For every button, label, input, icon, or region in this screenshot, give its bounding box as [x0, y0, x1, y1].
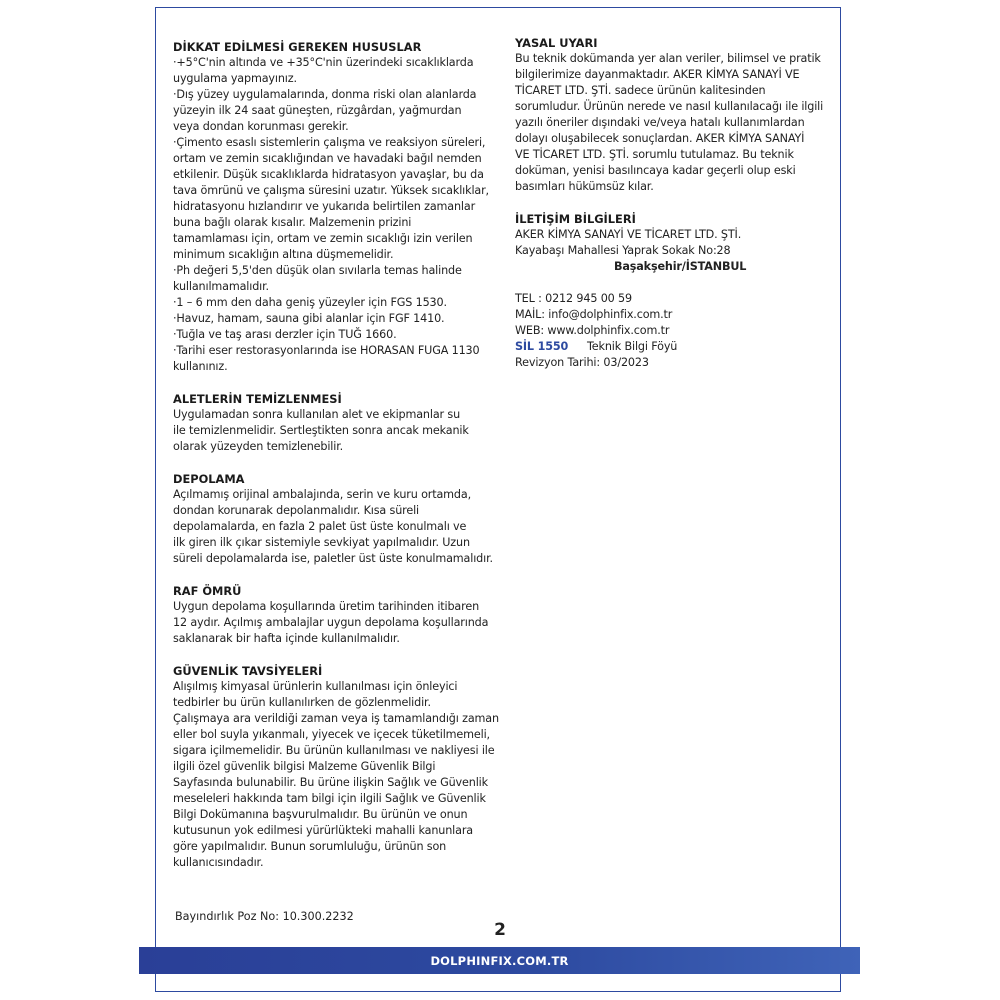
text-line: basımları hükümsüz kılar. — [515, 180, 654, 193]
text-line: 12 aydır. Açılmış ambalajlar uygun depolama koşullarında — [173, 616, 489, 629]
text-line: dolayı oluşabilecek sonuçlardan. AKER KİMYA SANAYİ — [515, 132, 805, 145]
text-line: Alışılmış kimyasal ürünlerin kullanılması için önleyici — [173, 680, 458, 693]
text-line: ilk giren ilk çıkar sistemiyle sevkiyat yapılmalıdır. Uzun — [173, 536, 470, 549]
contact-email: MAİL: info@dolphinfix.com.tr — [515, 308, 673, 321]
text-line: ilgili özel güvenlik bilgisi Malzeme Güvenlik Bilgi — [173, 760, 436, 773]
text-line: depolamalarda, en fazla 2 palet üst üste konulmalı ve — [173, 520, 467, 533]
section-legal — [515, 35, 835, 195]
text-line: kutusunun yok edilmesi yürürlükteki mahalli kanunlara — [173, 824, 473, 837]
text-line: Sayfasında bulunabilir. Bu ürüne ilişkin Sağlık ve Güvenlik — [173, 776, 488, 789]
footer-bar — [139, 947, 860, 974]
precautions-body — [173, 55, 508, 375]
section-heading-safety: GÜVENLİK TAVSİYELERİ — [173, 664, 323, 678]
product-code: SİL 1550 — [515, 340, 569, 353]
text-line: sigara içilmemelidir. Bu ürünün kullanılması ve nakliyesi ile — [173, 744, 495, 757]
section-heading-shelf-life: RAF ÖMRÜ — [173, 584, 242, 598]
text-line: süreli depolamalarda ise, paletler üst üste konulmamalıdır. — [173, 552, 493, 565]
text-line: VE TİCARET LTD. ŞTİ. sorumlu tutulamaz. Bu teknik — [515, 148, 794, 161]
text-line: Bu teknik dokümanda yer alan veriler, bilimsel ve pratik — [515, 52, 821, 65]
section-heading-legal: YASAL UYARI — [515, 36, 598, 50]
text-line: tedbirler bu ürün kullanılırken de gözlenmelidir. — [173, 696, 431, 709]
section-precautions — [173, 39, 508, 375]
text-line: etkilenir. Düşük sıcaklıklarda hidratasyon yavaşlar, bu da — [173, 168, 484, 181]
company-name: AKER KİMYA SANAYİ VE TİCARET LTD. ŞTİ. — [515, 228, 742, 241]
legal-body — [515, 51, 835, 195]
contact-website: WEB: www.dolphinfix.com.tr — [515, 324, 670, 337]
text-line: minimum sıcaklığın altına düşmemelidir. — [173, 248, 394, 261]
section-contact — [515, 211, 835, 371]
section-shelf-life — [173, 583, 508, 647]
text-line: yüzeyin ilk 24 saat güneşten, rüzgârdan, yağmurdan — [173, 104, 462, 117]
text-line: göre yapılmalıdır. Bunun sorumluluğu, ürünün son — [173, 840, 447, 853]
text-line: Uygun depolama koşullarında üretim tarihinden itibaren — [173, 600, 480, 613]
text-line: ·1 – 6 mm den daha geniş yüzeyler için FGS 1530. — [173, 296, 447, 309]
revision-date: Revizyon Tarihi: 03/2023 — [515, 356, 649, 369]
text-line: ·Tarihi eser restorasyonlarında ise HORASAN FUGA 1130 — [173, 344, 480, 357]
left-column — [173, 39, 508, 887]
text-line: yazılı öneriler dışındaki ve/veya hatalı kullanımlardan — [515, 116, 805, 129]
text-line: ·Dış yüzey uygulamalarında, donma riski olan alanlarda — [173, 88, 477, 101]
right-column — [515, 35, 835, 387]
text-line: ·Havuz, hamam, sauna gibi alanlar için FGF 1410. — [173, 312, 445, 325]
text-line: Uygulamadan sonra kullanılan alet ve ekipmanlar su — [173, 408, 461, 421]
text-line: uygulama yapmayınız. — [173, 72, 297, 85]
safety-body — [173, 679, 508, 871]
section-heading-tools: ALETLERİN TEMİZLENMESİ — [173, 392, 342, 406]
page-number: 2 — [494, 920, 506, 940]
storage-body — [173, 487, 508, 567]
product-code-line — [515, 339, 835, 355]
text-line: ile temizlenmelidir. Sertleştikten sonra ancak mekanik — [173, 424, 469, 437]
text-line: ·Ph değeri 5,5'den düşük olan sıvılarla temas halinde — [173, 264, 462, 277]
text-line: Çalışmaya ara verildiği zaman veya iş tamamlandığı zaman — [173, 712, 499, 725]
section-heading-storage: DEPOLAMA — [173, 472, 245, 486]
text-line: saklanarak bir hafta içinde kullanılmalıdır. — [173, 632, 400, 645]
tools-body — [173, 407, 508, 455]
text-line: dondan korunarak depolanmalıdır. Kısa süreli — [173, 504, 419, 517]
shelf-life-body — [173, 599, 508, 647]
text-line: meseleleri hakkında tam bilgi için ilgili Sağlık ve Güvenlik — [173, 792, 486, 805]
text-line: veya dondan korunması gerekir. — [173, 120, 349, 133]
company-address: Kayabaşı Mahallesi Yaprak Sokak No:28 — [515, 244, 731, 257]
section-safety — [173, 663, 508, 871]
text-line: kullanıcısındadır. — [173, 856, 264, 869]
company-city-line — [515, 259, 835, 275]
text-line: kullanılmamalıdır. — [173, 280, 269, 293]
text-line: ·Çimento esaslı sistemlerin çalışma ve reaksiyon süreleri, — [173, 136, 486, 149]
text-line: hidratasyonu hızlandırır ve yukarıda belirtilen zamanlar — [173, 200, 476, 213]
text-line: sorumludur. Ürünün nerede ve nasıl kullanılacağı ile ilgili — [515, 100, 824, 113]
document-type: Teknik Bilgi Föyü — [587, 340, 678, 353]
text-line: bilgilerimize dayanmaktadır. AKER KİMYA SANAYİ VE — [515, 68, 800, 81]
text-line: ortam ve zemin sıcaklığından ve havadaki bağıl nemden — [173, 152, 482, 165]
section-heading-precautions: DİKKAT EDİLMESİ GEREKEN HUSUSLAR — [173, 40, 422, 54]
text-line: eller bol suyla yıkanmalı, yiyecek ve içecek tüketilmemeli, — [173, 728, 490, 741]
text-line: doküman, yenisi basılıncaya kadar geçerli olup eski — [515, 164, 796, 177]
company-district: Başakşehir/ — [614, 260, 686, 273]
company-city: İSTANBUL — [685, 260, 747, 273]
text-line: kullanınız. — [173, 360, 228, 373]
text-line: tava ömrünü ve çalışma süresini uzatır. Yüksek sıcaklıklar, — [173, 184, 489, 197]
text-line: ·Tuğla ve taş arası derzler için TUĞ 1660. — [173, 328, 397, 341]
text-line: tamamlaması için, ortam ve zemin sıcaklığı izin verilen — [173, 232, 473, 245]
text-line: buna bağlı olarak kısalır. Malzemenin prizini — [173, 216, 412, 229]
text-line: TİCARET LTD. ŞTİ. sadece ürünün kalitesinden — [515, 84, 766, 97]
text-line: Açılmamış orijinal ambalajında, serin ve kuru ortamda, — [173, 488, 471, 501]
section-heading-contact: İLETİŞİM BİLGİLERİ — [515, 212, 636, 226]
text-line: ·+5°C'nin altında ve +35°C'nin üzerindeki sıcaklıklarda — [173, 56, 474, 69]
contact-phone: TEL : 0212 945 00 59 — [515, 292, 632, 305]
public-works-code: Bayındırlık Poz No: 10.300.2232 — [175, 910, 354, 923]
footer-website: DOLPHINFIX.COM.TR — [430, 953, 569, 968]
section-tools — [173, 391, 508, 455]
text-line: olarak yüzeyden temizlenebilir. — [173, 440, 344, 453]
text-line: Bilgi Dokümanına başvurulmalıdır. Bu ürünün ve onun — [173, 808, 468, 821]
section-storage — [173, 471, 508, 567]
